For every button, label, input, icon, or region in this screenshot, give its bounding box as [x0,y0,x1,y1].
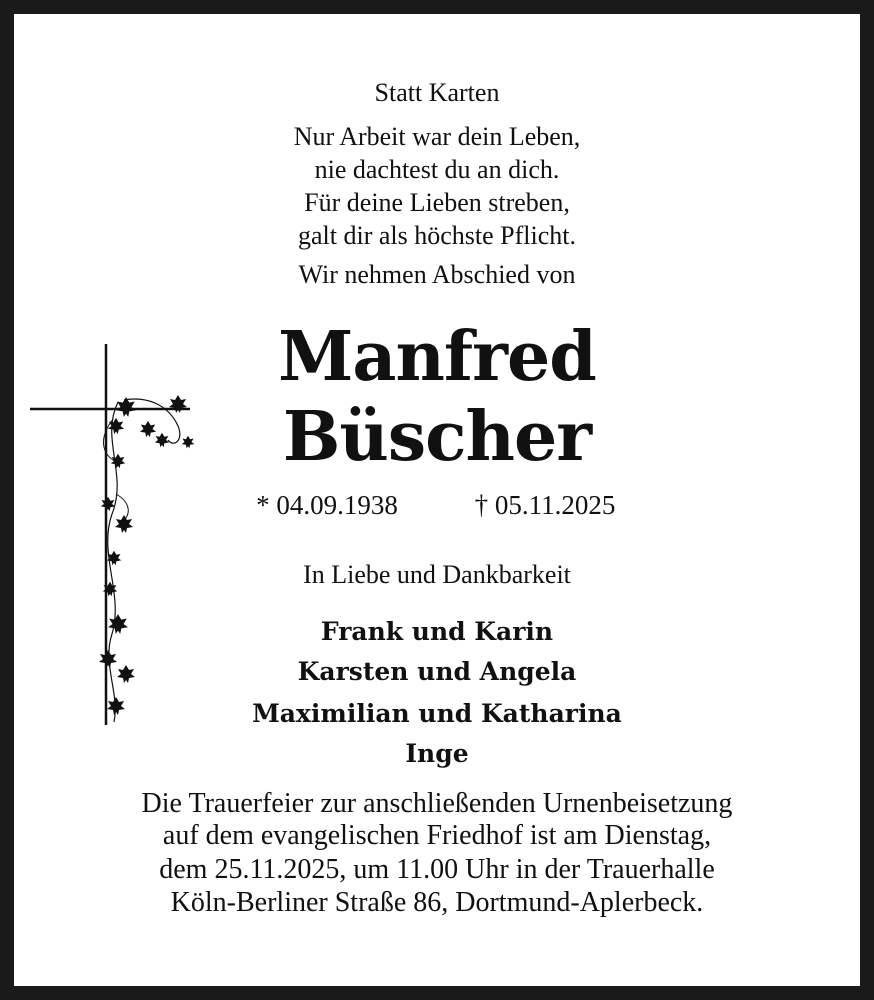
dedication-text: In Liebe und Dankbarkeit [303,560,571,589]
family-member: Karsten und Angela [297,657,577,686]
poem-line: galt dir als höchste Pflicht. [297,221,576,250]
funeral-notice-line: Die Trauerfeier zur anschließenden Urnenbeisetzung [141,788,733,819]
family-member: Inge [405,739,469,768]
funeral-notice-line: dem 25.11.2025, um 11.00 Uhr in der Trauerhalle [159,854,715,885]
funeral-notice-line: auf dem evangelischen Friedhof ist am Dienstag, [162,820,712,851]
poem-line: Nur Arbeit war dein Leben, [293,122,581,151]
deceased-last-name: Büscher [282,397,592,477]
birth-date: * 04.09.1938 [256,490,398,520]
header-text: Statt Karten [374,78,500,107]
poem-line: Für deine Lieben streben, [304,188,570,217]
deceased-first-name: Manfred [278,317,596,397]
family-member: Maximilian und Katharina [252,699,622,728]
cross-with-ivy-icon [28,344,208,729]
funeral-notice-line: Köln-Berliner Straße 86, Dortmund-Aplerbeck. [170,887,704,918]
death-date: † 05.11.2025 [474,490,616,520]
family-member: Frank und Karin [320,617,554,646]
poem-line: nie dachtest du an dich. [314,155,560,184]
intro-text: Wir nehmen Abschied von [298,260,576,289]
